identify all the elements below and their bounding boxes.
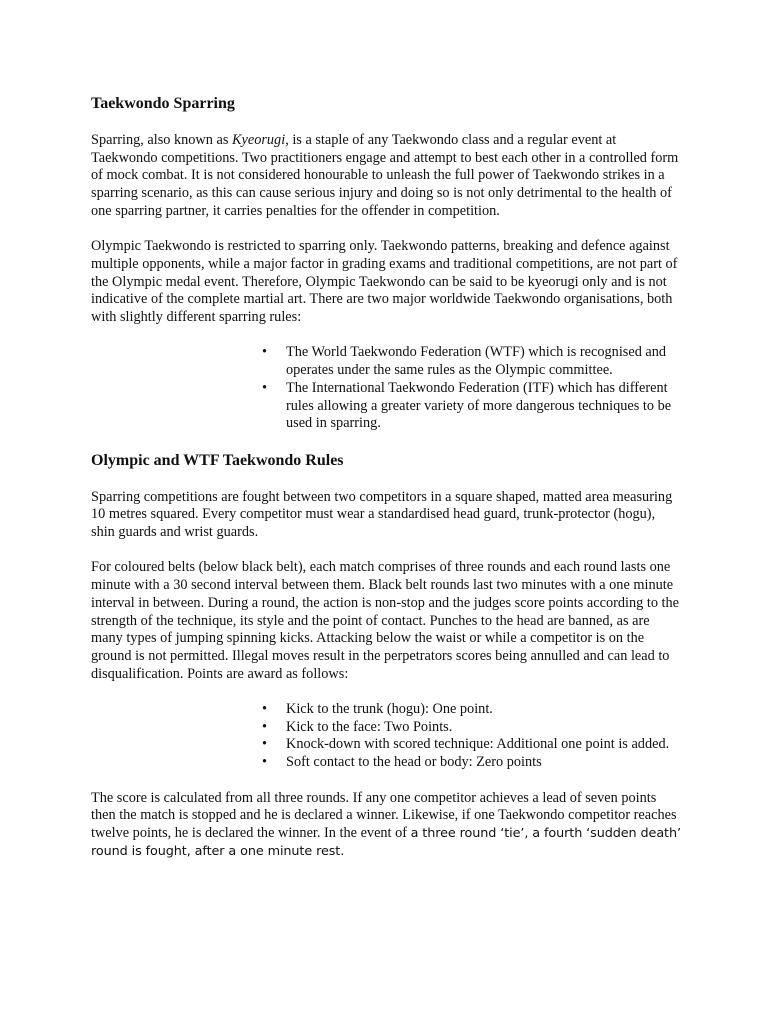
list-item-wtf: • The World Taekwondo Federation (WTF) which is recognised and operates under the same rules as the Olympic committee.: [91, 344, 681, 379]
text-run: , is a staple of any Taekwondo class and a regular event at Taekwondo competitions. Two practitioners engage and attempt to best each other in a controlled form of mock combat. It is not considered honourable to unleash the full power of Taekwondo strikes in a sparring scenario, as this can cause serious injury and doing so is not only detrimental to the health of one sparring partner, it carries penalties for the offender in competition.: [91, 132, 679, 219]
paragraph-olympic-taekwondo: Olympic Taekwondo is restricted to sparring only. Taekwondo patterns, breaking and defence against multiple opponents, while a major factor in grading exams and traditional competitions, are not part of the Olympic medal event. Therefore, Olympic Taekwondo can be said to be kyeorugi only and is not indicative of the complete martial art. There are two major worldwide Taekwondo organisations, both with slightly different sparring rules:: [91, 238, 678, 326]
text-run: The score is calculated from all three rounds. If any one competitor achieves a lead of seven points then the match is stopped and he is declared a winner. Likewise, if one Taekwondo competitor reaches twelve points, he is declared the winner. In the event of: [91, 789, 677, 841]
points-list: [91, 701, 681, 772]
list-item-itf: • The International Taekwondo Federation (ITF) which has different rules allowing a greater variety of more dangerous techniques to be used in sparring.: [91, 380, 681, 433]
text-run: Sparring, also known as: [91, 132, 232, 148]
document-page: [91, 94, 681, 860]
paragraph-score-calculation: [91, 790, 681, 861]
section-heading-olympic-wtf-rules: Olympic and WTF Taekwondo Rules: [91, 451, 344, 469]
organisations-list: [91, 344, 681, 433]
list-item-knock-down: • Knock-down with scored technique: Additional one point is added.: [91, 736, 681, 754]
list-item-face-kick: • Kick to the face: Two Points.: [91, 719, 681, 737]
list-item-trunk-kick: • Kick to the trunk (hogu): One point.: [91, 701, 681, 719]
paragraph-rounds-and-scoring: For coloured belts (below black belt), each match comprises of three rounds and each round lasts one minute with a 30 second interval between them. Black belt rounds last two minutes with a one minute interval in between. During a round, the action is non-stop and the judges score points according to the strength of the technique, its style and the point of contact. Punches to the head are banned, as are many types of jumping spinning kicks. Attacking below the waist or while a competitor is on the ground is not permitted. Illegal moves result in the perpetrators scores being annulled and can lead to disqualification. Points are award as follows:: [91, 559, 680, 682]
section-heading-taekwondo-sparring: Taekwondo Sparring: [91, 95, 235, 112]
paragraph-competition-area: Sparring competitions are fought between two competitors in a square shaped, matted area measuring 10 metres squared. Every competitor must wear a standardised head guard, trunk-protector (hogu), shin guards and wrist guards.: [91, 488, 673, 541]
text-run-sudden-death: a three round ‘tie’, a fourth ‘sudden death’ round is fought, after a one minute rest.: [91, 825, 681, 859]
list-item-soft-contact: • Soft contact to the head or body: Zero points: [91, 754, 681, 772]
italic-term-kyeorugi: Kyeorugi: [231, 132, 286, 148]
paragraph-sparring-intro: [91, 132, 681, 221]
